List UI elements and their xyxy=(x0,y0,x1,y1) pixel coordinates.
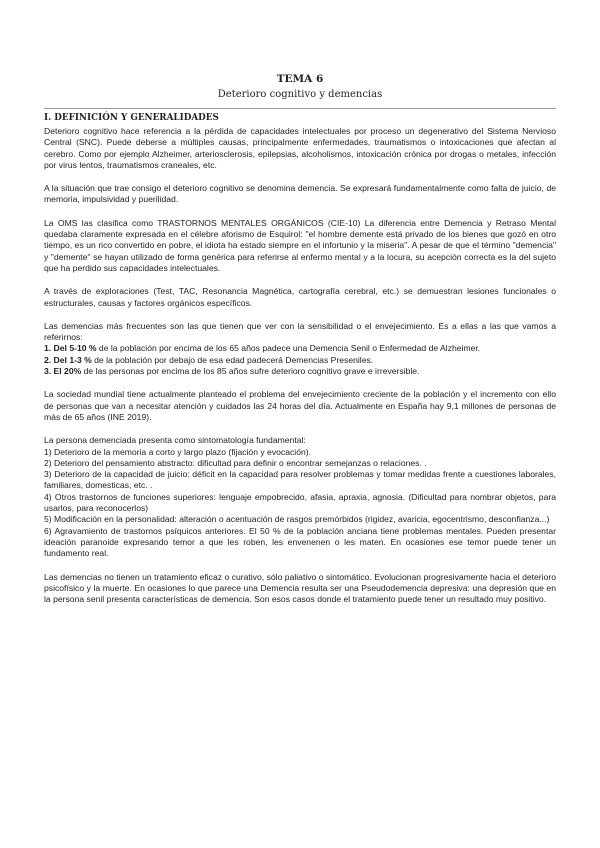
symptom-item: 1) Deterioro de la memoria a corto y largo plazo (fijación y evocación). xyxy=(44,446,312,457)
page-title: TEMA 6 xyxy=(276,73,324,85)
stats-item-bold: 1. Del 5-10 % xyxy=(44,343,97,354)
symptom-item: 5) Modificación en la personalidad: alteración o acentuación de rasgos premórbidos (rigidez, avaricia, egocentrismo, desconfianza...) xyxy=(44,514,550,525)
stats-item-text: de las personas por encima de los 85 años sufre deterioro cognitivo grave e irreversible. xyxy=(81,366,420,377)
title-divider xyxy=(44,108,556,109)
symptom-item: 2) Deterioro del pensamiento abstracto: dificultad para definir o encontrar semejanzas o relaciones. . xyxy=(44,457,427,468)
paragraph-exploraciones: A través de exploraciones (Test, TAC, Resonancia Magnética, cartografía cerebral, etc.) se demuestran lesiones funcionales o estructurales, causas y factores orgánicos específicos. xyxy=(44,286,556,308)
stats-item xyxy=(44,366,556,377)
stats-item-text: de la población por debajo de esa edad padecerá Demencias Preseniles. xyxy=(91,354,374,365)
stats-item-bold: 3. El 20% xyxy=(44,366,82,377)
stats-item xyxy=(44,355,556,366)
paragraph-definition: Deterioro cognitivo hace referencia a la pérdida de capacidades intelectuales por proceso un degenerativo del Sistema Nervioso Central (SNC). Puede deberse a múltiples causas, principalmente enfermedades, traumatismos o intoxicaciones que afectan al cerebro. Como por ejemplo Alzheimer, arteriosclerosis, epilepsias, alcoholismos, intoxicación crónica por drogas o metales, infección por virus lentos, traumatismos craneales, etc. xyxy=(44,126,556,170)
document-page xyxy=(44,72,556,617)
symptoms-list xyxy=(44,447,556,560)
symptom-item: 3) Deterioro de la capacidad de juicio: déficit en la capacidad para resolver problemas y tomar medidas frente a cuestiones laborales, familiares, domesticas, etc. . xyxy=(44,469,556,491)
stats-item-bold: 2. Del 1-3 % xyxy=(44,354,92,365)
paragraph-demencia: A la situación que trae consigo el deterioro cognitivo se denomina demencia. Se expresará fundamentalmente como falta de juicio, de memoria, impulsividad y puerilidad. xyxy=(44,183,556,205)
paragraph-oms: La OMS las clasifica como TRASTORNOS MENTALES ORGÁNICOS (CIE-10) La diferencia entre Demencia y Retraso Mental quedaba claramente expresada en el célebre aforismo de Esquirol: "el hombre demente está privado de los bienes que gozó en otro tiempo, es un rico convertido en pobre, el idiota ha estado siempre en el infortunio y la miseria". A pesar de que el término "demencia" y "demente" se hayan utilizado de forma genérica para referirse al enfermo mental y a la locura, su acepción correcta es la del sujeto que ha perdido sus capacidades intelectuales. xyxy=(44,217,556,273)
stats-item-text: de la población por encima de los 65 años padece una Demencia Senil o Enfermedad de Alzheimer. xyxy=(96,343,481,354)
symptom-item: 4) Otros trastornos de funciones superiores: lenguaje empobrecido, afasia, apraxia, agnosia. (Dificultad para nombrar objetos, para usarlos, para reconocerlos) xyxy=(44,491,556,514)
paragraph-sintomatologia: La persona demenciada presenta como sintomatología fundamental: xyxy=(44,435,306,446)
stats-item xyxy=(44,343,556,354)
paragraph-frecuentes: Las demencias más frecuentes son las que tienen que ver con la sensibilidad o el envejecimiento. Es a ellas a las que vamos a referirnos: xyxy=(44,320,556,343)
paragraph-sociedad: La sociedad mundial tiene actualmente planteado el problema del envejecimiento creciente de la población y el incremento con ello de personas que van a necesitar atención y cuidados las 24 horas del día. Actualmente en España hay 9,1 millones de personas de más de 65 años (INE 2019). xyxy=(44,389,556,422)
paragraph-tratamiento: Las demencias no tienen un tratamiento eficaz o curativo, sólo paliativo o sintomático. Evolucionan progresivamente hacia el deterioro psicofísico y la muerte. En ocasiones lo que parece una Demencia resulta ser una Pseudodemencia depresiva: una depresión que en la persona senil presenta características de demencia. Son esos casos donde el tratamiento puede tener un resultado muy positivo. xyxy=(44,571,556,605)
page-subtitle: Deterioro cognitivo y demencias xyxy=(217,89,383,100)
symptom-item: 6) Agravamiento de trastornos psíquicos anteriores. El 50 % de la población anciana tiene problemas mentales. Pueden presentar ideación paranoide expresando temor a que les roben, les envenenen o les maten. En ocasiones ese temor puede tener un fundamento real. xyxy=(44,525,556,559)
section-heading: I. DEFINICIÓN Y GENERALIDADES xyxy=(44,113,219,123)
stats-list xyxy=(44,343,556,377)
